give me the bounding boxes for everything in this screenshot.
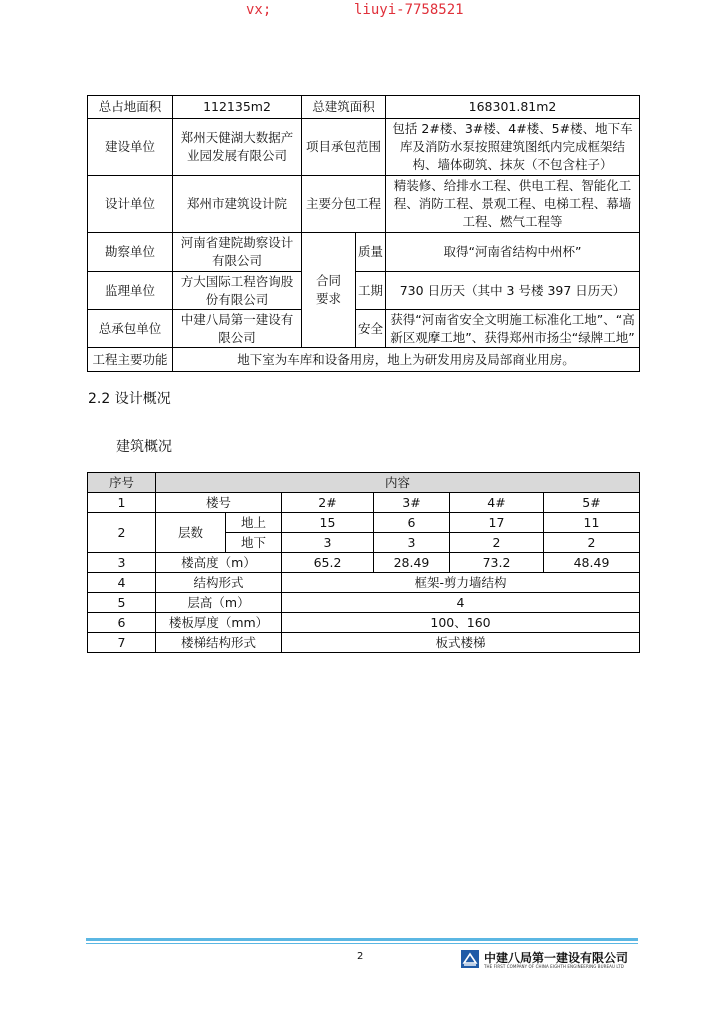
table-cell: 73.2 <box>450 553 544 573</box>
table-row <box>88 272 640 310</box>
table-row <box>88 119 640 176</box>
cell-label: 建设单位 <box>88 119 173 176</box>
logo-mark <box>461 950 479 968</box>
table-row <box>88 493 640 513</box>
cell-label: 监理单位 <box>88 272 173 310</box>
row-no: 6 <box>88 613 156 633</box>
text-line: 方大国际工程咨询股 <box>180 273 294 289</box>
cell-value <box>386 310 640 348</box>
cell-label: 安全 <box>356 310 386 348</box>
table-cell: 2 <box>544 533 640 553</box>
text-line: 业园发展有限公司 <box>186 148 287 163</box>
table-row <box>88 96 640 119</box>
text-line: 库及消防水泵按照建筑图纸内完成框架结 <box>400 139 626 154</box>
row-label: 层高（m） <box>156 593 282 613</box>
row-no: 5 <box>88 593 156 613</box>
row-label: 层数 <box>156 513 226 553</box>
table-cell: 2# <box>282 493 374 513</box>
building-overview-table <box>87 472 640 653</box>
company-name-english: THE FIRST COMPANY OF CHINA EIGHTH ENGINEERING BUREAU LTD <box>484 964 624 969</box>
table-row <box>88 633 640 653</box>
text-line: 精装修、给排水工程、供电工程、智能化工 <box>393 178 632 193</box>
cell-label: 质量 <box>356 233 386 272</box>
cell-label: 工程主要功能 <box>88 348 173 372</box>
cell-label: 主要分包工程 <box>302 176 386 233</box>
cell-label: 勘察单位 <box>88 233 173 272</box>
contract-requirement-label <box>302 233 356 348</box>
table-cell: 5# <box>544 493 640 513</box>
cell-value: 168301.81m2 <box>386 96 640 119</box>
table-row <box>88 233 640 272</box>
cell-value: 郑州市建筑设计院 <box>173 176 302 233</box>
row-label: 结构形式 <box>156 573 282 593</box>
table-cell: 3 <box>374 533 450 553</box>
text-line: 合同 <box>315 273 341 288</box>
text-line: 新区观摩工地”、获得郑州市扬尘“绿牌工地” <box>390 329 635 345</box>
row-no: 4 <box>88 573 156 593</box>
page-number: 2 <box>357 951 364 962</box>
table-row <box>88 310 640 348</box>
table-cell: 28.49 <box>374 553 450 573</box>
table-row <box>88 573 640 593</box>
text-line: 程、消防工程、景观工程、电梯工程、幕墙 <box>393 196 632 211</box>
table-row <box>88 513 640 533</box>
cell-value <box>386 176 640 233</box>
cell-value: 112135m2 <box>173 96 302 119</box>
company-name: 中建八局第一建设有限公司 <box>484 951 629 965</box>
text-line: 包括 2#楼、3#楼、4#楼、5#楼、地下车 <box>392 121 633 136</box>
cell-label: 项目承包范围 <box>302 119 386 176</box>
table-cell: 4# <box>450 493 544 513</box>
text-line: 中建八局第一建设有 <box>180 311 294 327</box>
table-cell: 3# <box>374 493 450 513</box>
table-cell: 48.49 <box>544 553 640 573</box>
header-content: 内容 <box>156 473 640 493</box>
row-no: 1 <box>88 493 156 513</box>
row-sublabel: 地上 <box>226 513 282 533</box>
table-cell: 4 <box>282 593 640 613</box>
table-cell: 2 <box>450 533 544 553</box>
cell-label: 总承包单位 <box>88 310 173 348</box>
cell-value: 取得“河南省结构中州杯” <box>386 233 640 272</box>
table-cell: 3 <box>282 533 374 553</box>
watermark <box>0 2 724 20</box>
table-row <box>88 176 640 233</box>
row-no: 7 <box>88 633 156 653</box>
table-cell: 17 <box>450 513 544 533</box>
cell-label: 总占地面积 <box>88 96 173 119</box>
watermark-left: vx; <box>246 2 272 18</box>
cell-label: 工期 <box>356 272 386 310</box>
table-header-row <box>88 473 640 493</box>
footer-rule <box>86 938 638 941</box>
text-line: 构、墙体砌筑、抹灰（不包含柱子） <box>412 157 613 172</box>
table-cell: 板式楼梯 <box>282 633 640 653</box>
text-line: 份有限公司 <box>205 291 269 307</box>
cell-value <box>173 233 302 272</box>
text-line: 要求 <box>315 291 341 306</box>
row-no: 3 <box>88 553 156 573</box>
row-label: 楼高度（m） <box>156 553 282 573</box>
cell-value <box>173 272 302 310</box>
row-sublabel: 地下 <box>226 533 282 553</box>
cell-value <box>386 119 640 176</box>
cell-value <box>173 119 302 176</box>
text-line: 工程、燃气工程等 <box>462 214 563 229</box>
company-logo-icon <box>461 950 479 968</box>
table-cell: 65.2 <box>282 553 374 573</box>
section-heading: 2.2 设计概况 <box>88 391 171 407</box>
table-row <box>88 613 640 633</box>
sub-heading: 建筑概况 <box>116 439 172 455</box>
cell-value: 地下室为车库和设备用房，地上为研发用房及局部商业用房。 <box>173 348 640 372</box>
table-row <box>88 348 640 372</box>
watermark-right: liuyi-7758521 <box>354 2 464 18</box>
text-line: 获得“河南省安全文明施工标准化工地”、“高 <box>390 311 635 327</box>
row-no: 2 <box>88 513 156 553</box>
table-cell: 15 <box>282 513 374 533</box>
text-line: 河南省建院勘察设计 <box>180 235 294 250</box>
text-line: 有限公司 <box>211 253 262 268</box>
cell-value <box>173 310 302 348</box>
row-label: 楼梯结构形式 <box>156 633 282 653</box>
table-cell: 6 <box>374 513 450 533</box>
text-line: 限公司 <box>218 329 256 345</box>
row-label: 楼号 <box>156 493 282 513</box>
cell-label: 总建筑面积 <box>302 96 386 119</box>
table-cell: 11 <box>544 513 640 533</box>
table-row <box>88 593 640 613</box>
header-no: 序号 <box>88 473 156 493</box>
project-overview-table <box>87 95 640 372</box>
table-cell: 框架-剪力墙结构 <box>282 573 640 593</box>
text-line: 郑州天健湖大数据产 <box>180 130 294 145</box>
footer-rule-thin <box>86 943 638 944</box>
row-label: 楼板厚度（mm） <box>156 613 282 633</box>
table-row <box>88 553 640 573</box>
table-cell: 100、160 <box>282 613 640 633</box>
cell-value: 730 日历天（其中 3 号楼 397 日历天） <box>386 272 640 310</box>
cell-label: 设计单位 <box>88 176 173 233</box>
